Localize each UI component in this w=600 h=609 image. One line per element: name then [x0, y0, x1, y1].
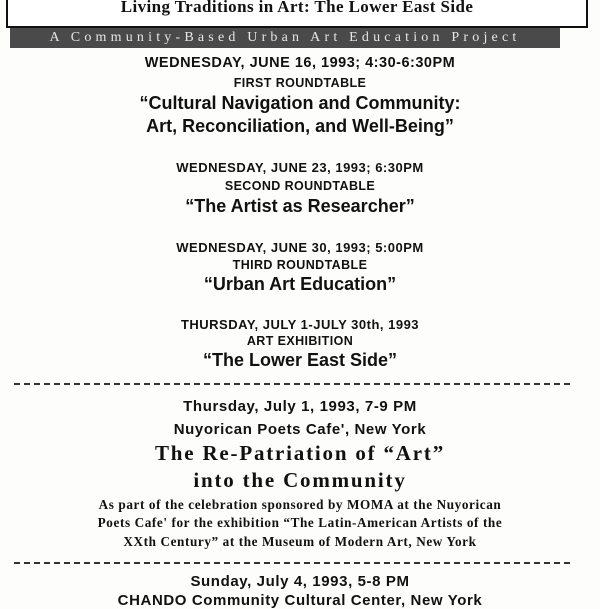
special-event-description-line-3: XXth Century” at the Museum of Modern Art, New York — [123, 534, 477, 549]
special-event-description-line-2: Poets Cafe' for the exhibition “The Latin-American Artists of the — [97, 515, 503, 530]
event-2-type: SECOND ROUNDTABLE — [224, 179, 376, 193]
special-event-venue: Nuyorican Poets Cafe', New York — [173, 421, 427, 438]
event-2-title: “The Artist as Researcher” — [185, 196, 415, 216]
subtitle-banner: A Community-Based Urban Art Education Project — [10, 28, 560, 48]
special-event-date: Thursday, July 1, 1993, 7-9 PM — [183, 398, 417, 415]
event-4-title: “The Lower East Side” — [202, 350, 398, 370]
next-event-date: Sunday, July 4, 1993, 5-8 PM — [190, 573, 410, 590]
event-2-date: WEDNESDAY, JUNE 23, 1993; 6:30PM — [176, 160, 424, 175]
event-1-title-line-1: “Cultural Navigation and Community: — [139, 93, 461, 113]
event-1-date: WEDNESDAY, JUNE 16, 1993; 4:30-6:30PM — [144, 55, 456, 71]
special-event-description-line-1: As part of the celebration sponsored by MOMA at the Nuyorican — [98, 497, 502, 512]
event-3-date: WEDNESDAY, JUNE 30, 1993; 5:00PM — [176, 240, 424, 255]
special-event-title-line-2: into the Community — [193, 468, 407, 492]
page-title: Living Traditions in Art: The Lower East Side — [120, 0, 474, 16]
event-1-type: FIRST ROUNDTABLE — [233, 76, 367, 90]
special-event-title-line-1: The Re-Patriation of “Art” — [155, 441, 445, 465]
title-box — [6, 0, 588, 28]
event-3-type: THIRD ROUNDTABLE — [232, 258, 368, 272]
dashed-divider — [14, 562, 570, 564]
next-event-venue: CHANDO Community Cultural Center, New York — [117, 592, 483, 609]
event-3-title: “Urban Art Education” — [203, 274, 397, 294]
event-4-type: ART EXHIBITION — [246, 334, 354, 348]
event-4-date: THURSDAY, JULY 1-JULY 30th, 1993 — [180, 317, 420, 332]
dashed-divider — [14, 383, 570, 385]
event-1-title-line-2: Art, Reconciliation, and Well-Being” — [146, 116, 454, 136]
